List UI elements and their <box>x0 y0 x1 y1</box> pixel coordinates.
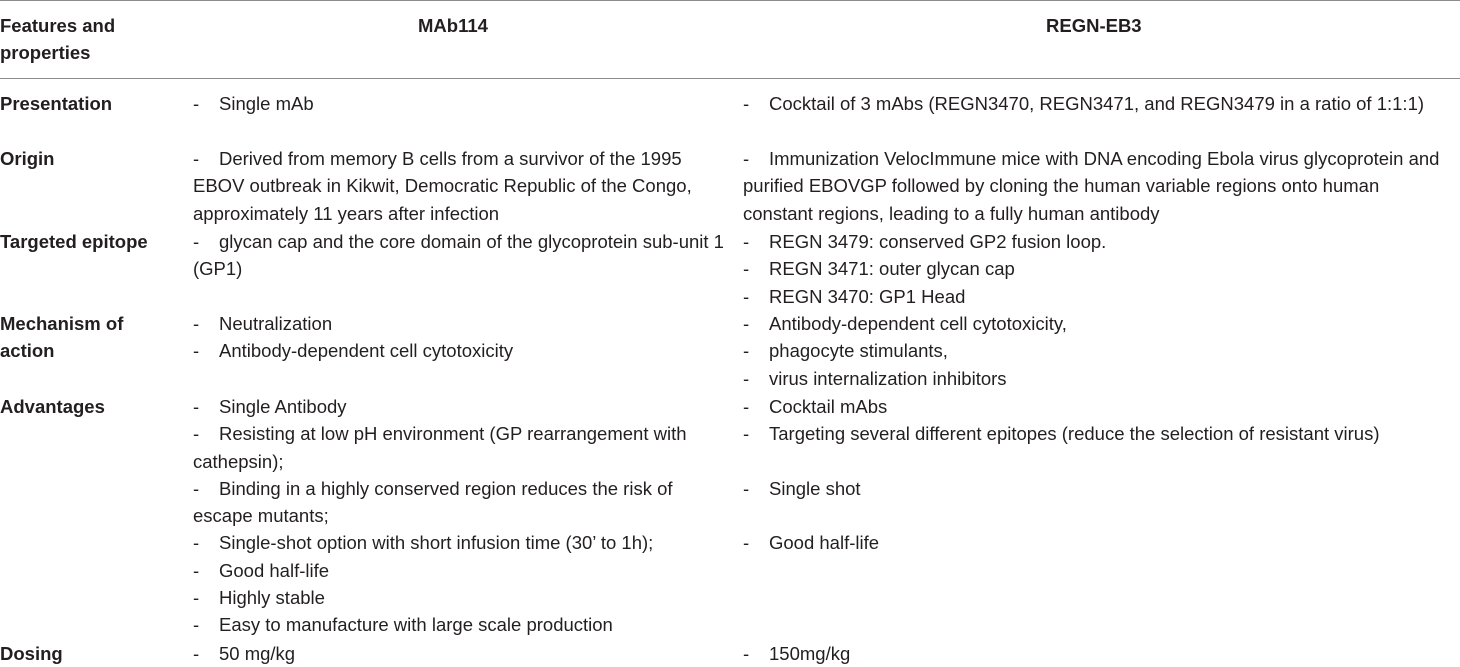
regn-cell <box>743 393 1453 557</box>
mab114-cell <box>193 310 725 365</box>
list-item: - REGN 3470: GP1 Head <box>743 285 966 307</box>
regn-cell <box>743 228 1453 310</box>
list-item: - Highly stable <box>193 587 325 609</box>
header-rule <box>0 78 1460 79</box>
list-item: - Neutralization <box>193 313 333 334</box>
regn-cell <box>743 640 1453 667</box>
list-item: - Resisting at low pH environment (GP rearrangement with cathepsin); <box>193 423 687 472</box>
list-item: - Single shot <box>743 477 861 499</box>
list-item: - Cocktail of 3 mAbs (REGN3470, REGN3471, and REGN3479 in a ratio of 1:1:1) <box>743 93 1425 114</box>
row-label: Presentation <box>0 93 113 114</box>
regn-cell <box>743 310 1453 392</box>
list-item: - Binding in a highly conserved region reduces the risk of escape mutants; <box>193 477 673 527</box>
mab114-cell <box>193 228 725 283</box>
list-item: - Targeting several different epitopes (reduce the selection of resistant virus) <box>743 423 1380 445</box>
row-label: Origin <box>0 148 55 169</box>
list-item: - 150mg/kg <box>743 643 851 664</box>
list-item: - Single Antibody <box>193 396 347 417</box>
list-item: - virus internalization inhibitors <box>743 367 1007 389</box>
regn-cell <box>743 145 1453 227</box>
list-item: - Antibody-dependent cell cytotoxicity, <box>743 313 1067 334</box>
list-item: - phagocyte stimulants, <box>743 340 948 362</box>
row-label: Mechanism of action <box>0 313 124 362</box>
list-item: - Derived from memory B cells from a survivor of the 1995 EBOV outbreak in Kikwit, Democratic Republic of the Congo, approximately 11 years after infection <box>193 148 692 224</box>
header-mab114: MAb114 <box>418 15 488 36</box>
mab114-cell <box>193 90 725 117</box>
list-item: - Cocktail mAbs <box>743 396 888 417</box>
list-item: - Easy to manufacture with large scale production <box>193 614 613 636</box>
list-item: - REGN 3479: conserved GP2 fusion loop. <box>743 231 1107 252</box>
list-item: - Single-shot option with short infusion time (30’ to 1h); <box>193 532 654 554</box>
list-item: - Single mAb <box>193 93 314 114</box>
table-top-rule <box>0 0 1460 1</box>
mab114-cell <box>193 393 725 639</box>
row-label: Advantages <box>0 396 105 417</box>
header-features: Features and properties <box>0 15 116 64</box>
list-item: - Good half-life <box>193 559 330 581</box>
header-regn-eb3: REGN-EB3 <box>1046 15 1142 36</box>
list-item: - Immunization VelocImmune mice with DNA encoding Ebola virus glycoprotein and purified EBOVGP followed by cloning the human variable regions onto human constant regions, leading to a fully human antibody <box>743 148 1440 224</box>
row-label: Dosing <box>0 643 63 664</box>
row-label: Targeted epitope <box>0 231 148 252</box>
list-item: - REGN 3471: outer glycan cap <box>743 258 1015 280</box>
list-item: - 50 mg/kg <box>193 643 296 664</box>
list-item: - Antibody-dependent cell cytotoxicity <box>193 340 514 362</box>
list-item: - glycan cap and the core domain of the glycoprotein sub-unit 1 (GP1) <box>193 231 724 280</box>
list-item: - Good half-life <box>743 532 880 554</box>
mab114-cell <box>193 640 725 667</box>
regn-cell <box>743 90 1453 117</box>
mab114-cell <box>193 145 725 227</box>
